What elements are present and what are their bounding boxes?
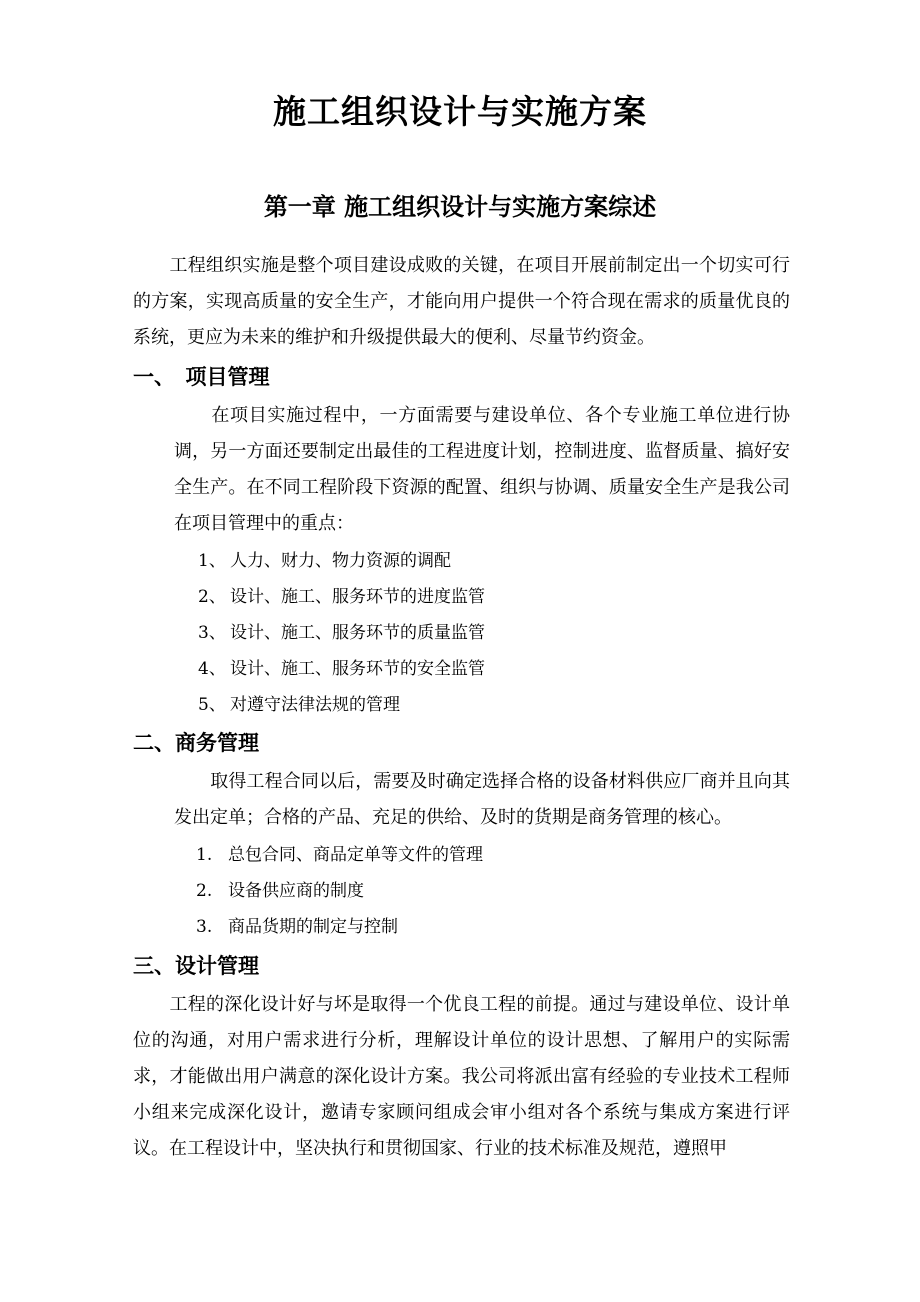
list-item [196, 837, 483, 873]
list-item-number: 4、 [198, 659, 226, 679]
list-item-text: 设计、施工、服务环节的进度监管 [230, 587, 485, 607]
list-item-text: 设计、施工、服务环节的质量监管 [230, 623, 485, 643]
project-management-list [198, 543, 485, 723]
list-item [198, 579, 485, 615]
list-item-text: 对遵守法律法规的管理 [230, 695, 400, 715]
section-paragraph-business-management: 取得工程合同以后，需要及时确定选择合格的设备材料供应厂商并且向其发出定单；合格的产品、充足的供给、及时的货期是商务管理的核心。 [174, 771, 790, 828]
list-item-number: 2、 [198, 587, 226, 607]
list-item-number: 3、 [198, 623, 226, 643]
chapter-title: 第一章 施工组织设计与实施方案综述 [263, 192, 657, 221]
section-heading-project-management: 一、 项目管理 [133, 364, 270, 389]
list-item-text: 设备供应商的制度 [228, 881, 364, 901]
list-item [198, 651, 485, 687]
section-paragraph-project-management: 在项目实施过程中，一方面需要与建设单位、各个专业施工单位进行协调，另一方面还要制定出最佳的工程进度计划，控制进度、监督质量、搞好安全生产。在不同工程阶段下资源的配置、组织与协调、质量安全生产是我公司在项目管理中的重点： [174, 405, 790, 534]
section-heading-business-management: 二、商务管理 [133, 730, 259, 755]
list-item-text: 商品货期的制定与控制 [228, 917, 398, 937]
list-item-number: 1、 [198, 551, 226, 571]
list-item-text: 人力、财力、物力资源的调配 [230, 551, 451, 571]
list-item [198, 543, 485, 579]
section-paragraph-design-management: 工程的深化设计好与坏是取得一个优良工程的前提。通过与建设单位、设计单位的沟通，对用户需求进行分析，理解设计单位的设计思想、了解用户的实际需求，才能做出用户满意的深化设计方案。我公司将派出富有经验的专业技术工程师小组来完成深化设计，邀请专家顾问组成会审小组对各个系统与集成方案进行评议。在工程设计中，坚决执行和贯彻国家、行业的技术标准及规范，遵照甲 [133, 994, 790, 1159]
list-item [198, 615, 485, 651]
list-item-text: 设计、施工、服务环节的安全监管 [230, 659, 485, 679]
list-item [196, 909, 483, 945]
section-heading-design-management: 三、设计管理 [133, 953, 259, 978]
document-title: 施工组织设计与实施方案 [273, 92, 647, 131]
business-management-list [196, 837, 483, 945]
list-item [196, 873, 483, 909]
list-item-number: 1. [196, 845, 213, 865]
list-item-number: 2. [196, 881, 213, 901]
list-item-number: 3. [196, 917, 213, 937]
list-item-number: 5、 [198, 695, 226, 715]
intro-paragraph: 工程组织实施是整个项目建设成败的关键，在项目开展前制定出一个切实可行的方案，实现高质量的安全生产，才能向用户提供一个符合现在需求的质量优良的系统，更应为未来的维护和升级提供最大的便利、尽量节约资金。 [133, 255, 790, 348]
list-item-text: 总包合同、商品定单等文件的管理 [228, 845, 483, 865]
list-item [198, 687, 485, 723]
